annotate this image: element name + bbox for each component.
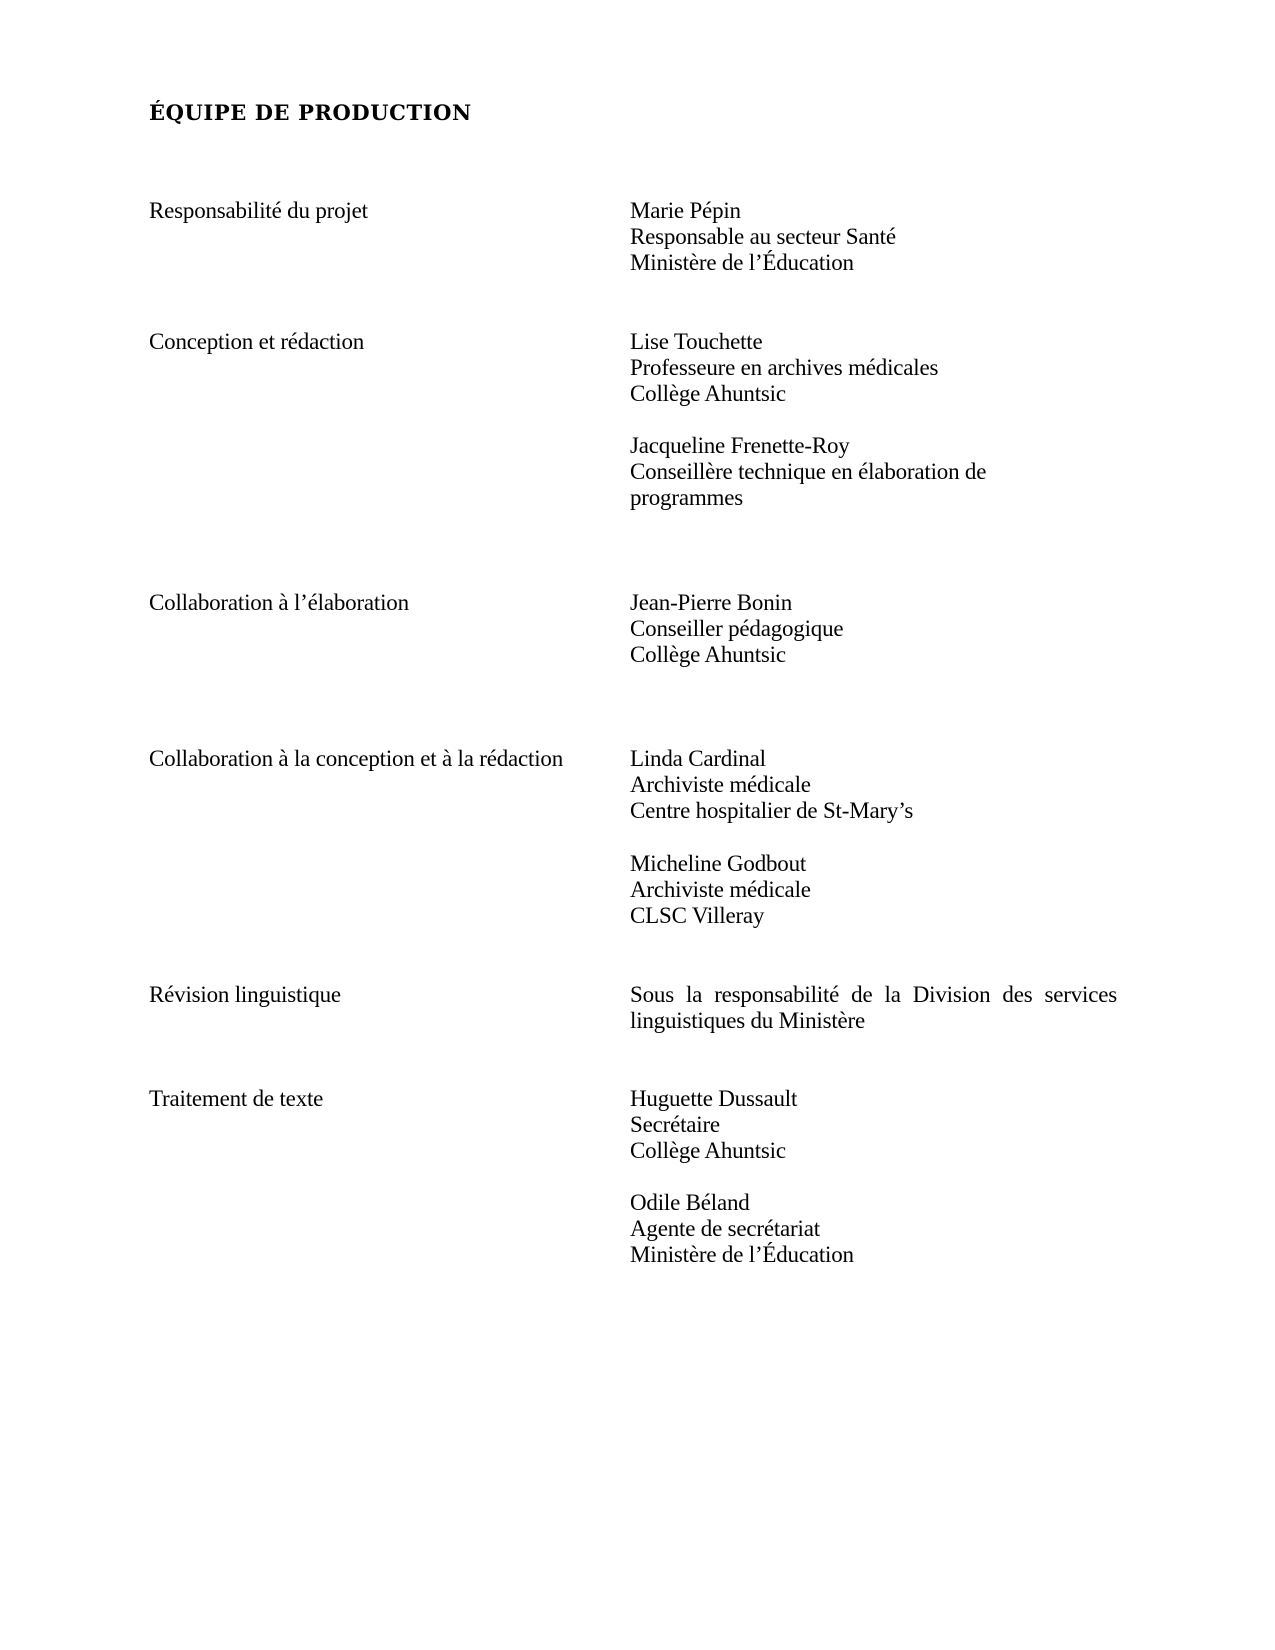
credit-role: Secrétaire (630, 1112, 720, 1137)
credit-role: Archiviste médicale (630, 877, 811, 902)
credit-name: Micheline Godbout (630, 851, 807, 876)
section-label-design-writing: Conception et rédaction (149, 329, 365, 354)
credit-organization: Ministère de l’Éducation (630, 1242, 854, 1267)
credit-entry-lise-touchette (630, 329, 1117, 407)
section-label-project-responsibility: Responsabilité du projet (149, 198, 368, 223)
credit-organization: Ministère de l’Éducation (630, 250, 854, 275)
credit-name: Huguette Dussault (630, 1086, 798, 1111)
credit-entry-marie-pepin (630, 198, 1117, 276)
credit-organization: Collège Ahuntsic (630, 381, 786, 406)
page-title: ÉQUIPE DE PRODUCTION (149, 100, 472, 125)
credit-name: Lise Touchette (630, 329, 763, 354)
credit-organization: Centre hospitalier de St-Mary’s (630, 798, 914, 823)
credit-organization: CLSC Villeray (630, 903, 765, 928)
credit-name: Jacqueline Frenette-Roy (630, 433, 850, 458)
credit-role: Conseillère technique en élaboration de programmes (630, 459, 987, 510)
credit-role: Archiviste médicale (630, 772, 811, 797)
credit-role: Conseiller pédagogique (630, 616, 844, 641)
credit-description: Sous la responsabilité de la Division des services linguistiques du Ministère (630, 982, 1117, 1033)
credit-entry-jacqueline-frenette-roy (630, 433, 1010, 511)
section-label-development-collaboration: Collaboration à l’élaboration (149, 590, 409, 615)
credit-name: Linda Cardinal (630, 746, 766, 771)
credit-name: Jean-Pierre Bonin (630, 590, 793, 615)
section-label-linguistic-revision: Révision linguistique (149, 982, 341, 1007)
credit-entry-odile-beland (630, 1190, 1117, 1268)
credit-role: Agente de secrétariat (630, 1216, 820, 1241)
credit-role: Professeure en archives médicales (630, 355, 939, 380)
section-label-design-writing-collaboration: Collaboration à la conception et à la rédaction (149, 746, 564, 771)
credit-organization: Collège Ahuntsic (630, 1138, 786, 1163)
credit-role: Responsable au secteur Santé (630, 224, 896, 249)
credit-entry-linda-cardinal (630, 746, 1117, 824)
credit-name: Marie Pépin (630, 198, 741, 223)
credit-organization: Collège Ahuntsic (630, 642, 786, 667)
credit-entry-linguistic-services (630, 982, 1117, 1034)
credit-entry-huguette-dussault (630, 1086, 1117, 1164)
section-label-word-processing: Traitement de texte (149, 1086, 324, 1111)
credit-name: Odile Béland (630, 1190, 750, 1215)
credit-entry-jean-pierre-bonin (630, 590, 1117, 668)
credit-entry-micheline-godbout (630, 851, 1117, 929)
